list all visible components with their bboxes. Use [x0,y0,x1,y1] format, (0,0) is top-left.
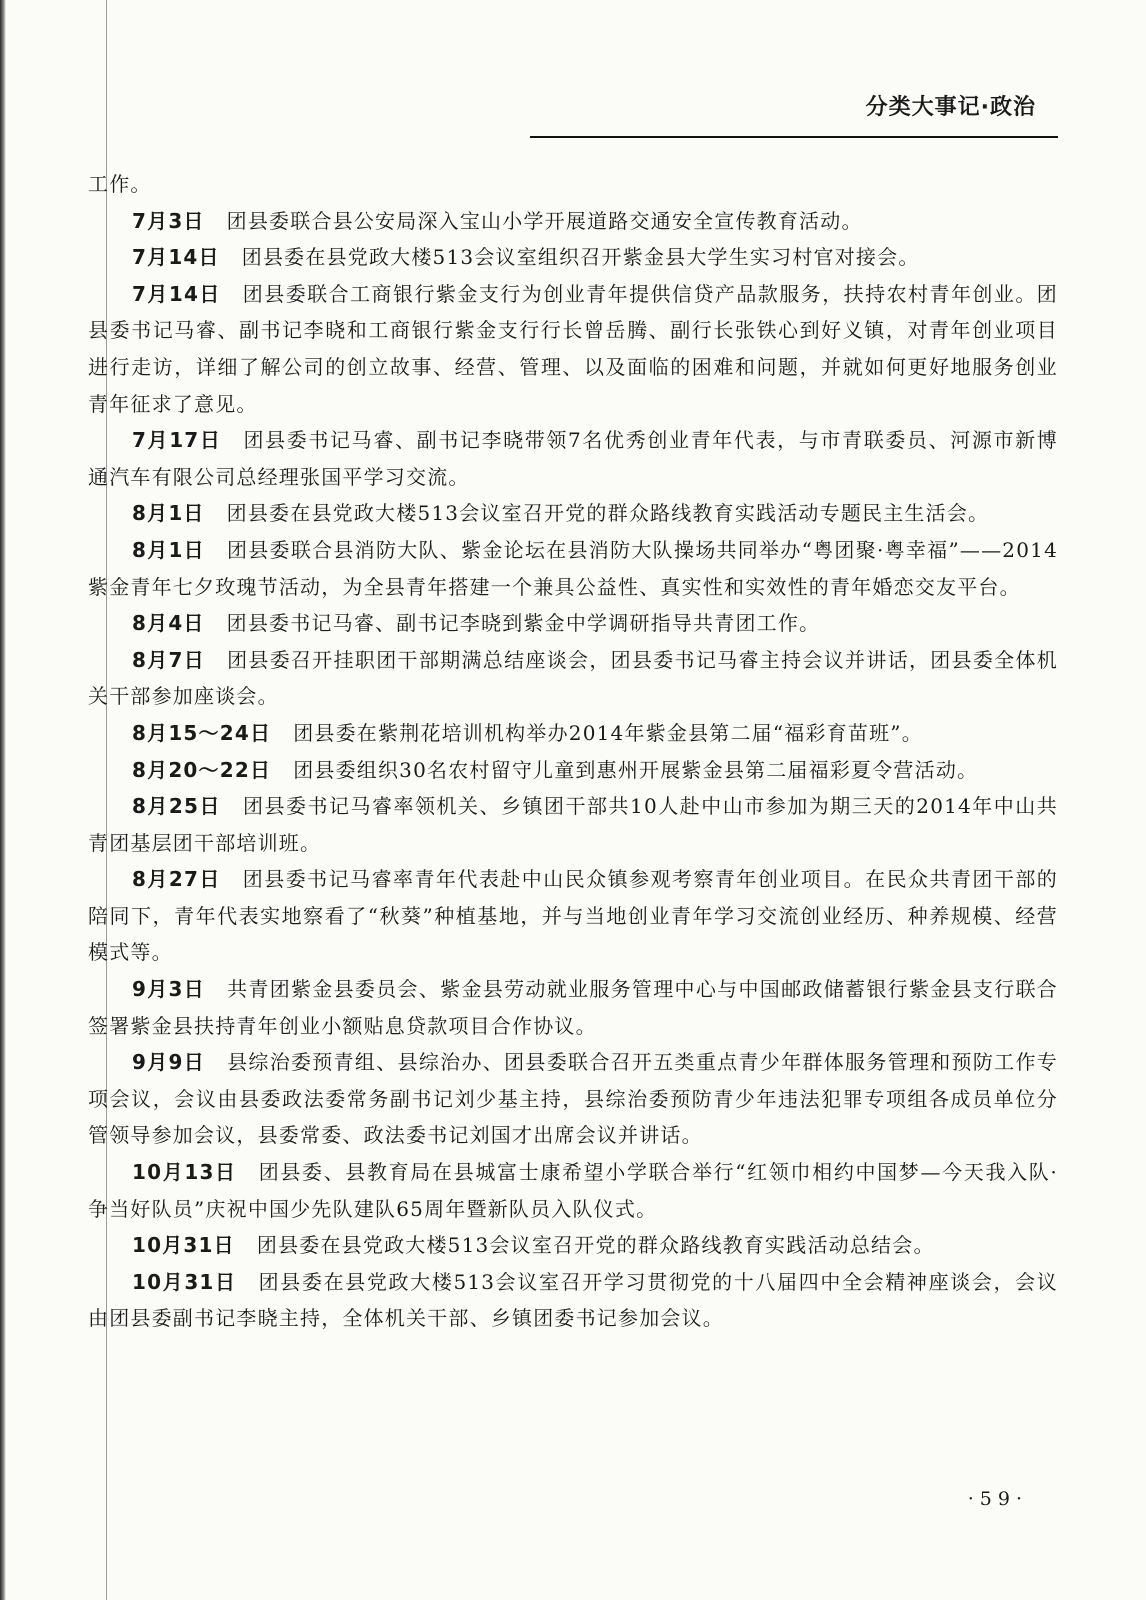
entry-date: 7月14日 [132,281,221,306]
entry-text: 团县委、县教育局在县城富士康希望小学联合举行“红领巾相约中国梦—今天我入队·争当好队员”庆祝中国少先队建队65周年暨新队员入队仪式。 [88,1160,1058,1221]
entry-date: 8月27日 [132,867,221,892]
entry-text: 团县委联合县公安局深入宝山小学开展道路交通安全宣传教育活动。 [226,208,863,233]
entry [88,495,1058,532]
entry-list [88,166,1058,1337]
entry [88,532,1058,605]
entry-date: 10月13日 [132,1160,237,1185]
entry [88,239,1058,276]
header-rule [530,136,1058,138]
page-number: ·59· [967,1488,1028,1510]
entry-date: 7月17日 [132,428,222,453]
entry-text: 团县委联合工商银行紫金支行为创业青年提供信贷产品款服务，扶持农村青年创业。团县委书记马睿、副书记李晓和工商银行紫金支行行长曾岳腾、副行长张铁心到好义镇，对青年创业项目进行走访，详细了解公司的创立故事、经营、管理、以及面临的困难和问题，并就如何更好地服务创业青年征求了意见。 [88,281,1058,416]
entry [88,1264,1058,1337]
entry-text: 团县委在县党政大楼513会议室召开党的群众路线教育实践活动总结会。 [256,1233,935,1258]
entry-text: 共青团紫金县委员会、紫金县劳动就业服务管理中心与中国邮政储蓄银行紫金县支行联合签署紫金县扶持青年创业小额贴息贷款项目合作协议。 [88,977,1058,1038]
entry-text: 团县委在紫荆花培训机构举办2014年紫金县第二届“福彩育苗班”。 [293,720,923,745]
entry-text: 工作。 [88,172,152,196]
entry-text: 县综治委预青组、县综治办、团县委联合召开五类重点青少年群体服务管理和预防工作专项会议，会议由县委政法委常务副书记刘少基主持，县综治委预防青少年违法犯罪专项组各成员单位分管领导参加会议，县委常委、政法委书记刘国才出席会议并讲话。 [88,1050,1058,1148]
entry [88,715,1058,752]
entry-date: 8月20～22日 [132,757,272,782]
entry-text: 团县委召开挂职团干部期满总结座谈会，团县委书记马睿主持会议并讲话，团县委全体机关干部参加座谈会。 [88,647,1058,709]
entry-date: 9月3日 [132,977,206,1002]
entry-date: 8月15～24日 [132,720,272,745]
entry [88,276,1058,422]
entry [88,1154,1058,1227]
entry-date: 10月31日 [132,1233,235,1258]
entry [88,642,1058,715]
entry [88,422,1058,495]
entry-text: 团县委书记马睿率领机关、乡镇团干部共10人赴中山市参加为期三天的2014年中山共青团基层团干部培训班。 [88,794,1058,855]
entry-date: 7月14日 [132,245,220,270]
entry-date: 9月9日 [132,1050,206,1075]
entry [88,861,1058,971]
entry-date: 10月31日 [132,1269,237,1294]
entry-text: 团县委书记马睿、副书记李晓到紫金中学调研指导共青团工作。 [226,611,821,636]
entry-date: 8月4日 [132,611,205,636]
entry-continuation [88,166,1058,203]
entry-text: 团县委书记马睿、副书记李晓带领7名优秀创业青年代表，与市青联委员、河源市新博通汽车有限公司总经理张国平学习交流。 [88,428,1058,489]
entry-text: 团县委在县党政大楼513会议室召开学习贯彻党的十八届四中全会精神座谈会，会议由团县委副书记李晓主持，全体机关干部、乡镇团委书记参加会议。 [88,1269,1058,1331]
entry [88,1044,1058,1154]
entry-date: 7月3日 [132,208,205,233]
entry-date: 8月25日 [132,794,221,819]
entry [88,605,1058,642]
entry-text: 团县委联合县消防大队、紫金论坛在县消防大队操场共同举办“粤团聚·粤幸福”——2014紫金青年七夕玫瑰节活动，为全县青年搭建一个兼具公益性、真实性和实效性的青年婚恋交友平台。 [88,537,1058,599]
entry-date: 8月7日 [132,647,206,672]
running-head: 分类大事记·政治 [865,95,1036,120]
entry-date: 8月1日 [132,537,205,562]
entry [88,752,1058,789]
binding-edge [0,0,6,1600]
entry [88,788,1058,861]
entry-text: 团县委书记马睿率青年代表赴中山民众镇参观考察青年创业项目。在民众共青团干部的陪同下，青年代表实地察看了“秋葵”种植基地，并与当地创业青年学习交流创业经历、种养规模、经营模式等。 [88,867,1058,965]
entry [88,203,1058,240]
entry [88,1227,1058,1264]
entry-date: 8月1日 [132,501,205,526]
entry-text: 团县委组织30名农村留守儿童到惠州开展紫金县第二届福彩夏令营活动。 [293,757,979,782]
entry-text: 团县委在县党政大楼513会议室召开党的群众路线教育实践活动专题民主生活会。 [226,501,990,526]
entry-text: 团县委在县党政大楼513会议室组织召开紫金县大学生实习村官对接会。 [241,245,920,270]
entry [88,971,1058,1044]
